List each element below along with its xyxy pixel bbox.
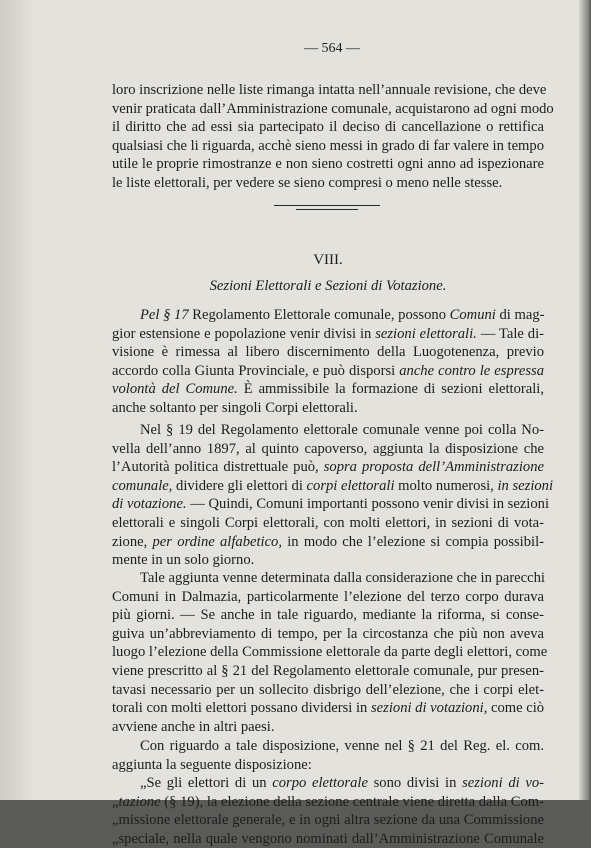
text-run: sezioni di vo-: [462, 775, 544, 791]
text-run: gior estensione e popolazione venir divisi in: [112, 325, 376, 342]
paragraph-1: [112, 306, 544, 418]
section-divider-rule: [274, 205, 380, 206]
text-run: di mag-: [495, 307, 545, 323]
text-run: Comuni: [449, 307, 496, 323]
text-run: „speciale, nella quale vengono nominati dall’Amministrazione Comunale: [112, 830, 544, 847]
text-run: corpi elettorali: [306, 477, 395, 494]
text-line: aggiunta la seguente disposizione:: [112, 756, 312, 773]
text-line: [112, 774, 544, 793]
text-line: [112, 380, 544, 399]
text-line: [112, 793, 544, 812]
text-line: il diritto che ad essi sia partecipato il deciso di cancellazione o rettifica: [112, 119, 544, 136]
text-run: per ordine alfabetico,: [152, 533, 282, 550]
text-run: È ammissibile la formazione di sezioni elettorali,: [237, 381, 544, 398]
text-run: di votazione.: [112, 496, 187, 513]
text-run: Regolamento Elettorale comunale, possono: [188, 307, 450, 323]
text-line: [112, 458, 544, 477]
text-run: (§ 19), la elezione della sezione centrale viene diretta dalla Com-: [160, 793, 544, 810]
text-line: Comuni in Dalmazia, particolarmente l’elezione del terzo corpo durava: [112, 588, 544, 605]
text-line: avviene anche in altri paesi.: [112, 718, 275, 735]
text-line: [112, 830, 544, 848]
text-run: visione è rimessa al libero discernimento della Luogotenenza, previo: [112, 344, 544, 361]
text-run: tazione: [118, 793, 161, 810]
text-line: [112, 495, 549, 514]
text-run: sezioni elettorali.: [375, 325, 477, 342]
text-line: [112, 811, 544, 830]
page-number: — 564 —: [304, 41, 360, 56]
text-run: — Quindi, Comuni importanti possono venir divisi in sezioni: [186, 496, 549, 513]
text-run: molto numerosi,: [394, 477, 498, 494]
text-line: [112, 514, 544, 533]
text-line: [112, 477, 554, 496]
text-line: luogo l’elezione della Commissione elettorale da parte degli elettori, come: [112, 644, 548, 661]
paragraph-4: [112, 737, 544, 774]
text-run: sopra proposta dell’Amministrazione: [323, 459, 544, 476]
text-line: guiva un’abbreviamento di tempo, per la circostanza che più non aveva: [112, 625, 544, 642]
text-line: qualsiasi che li riguarda, acchè sieno messi in grado di far valere in tempo: [112, 137, 544, 154]
text-run: comunale,: [112, 477, 173, 494]
text-run: sezioni di votazioni,: [371, 700, 488, 717]
text-run: in sezioni: [497, 477, 554, 494]
text-run: volontà del Comune.: [112, 381, 238, 398]
text-line: [112, 399, 544, 418]
text-line: più giorni. — Se anche in tale riguardo, mediante la riforma, si conse-: [112, 607, 544, 624]
text-line: viene prescritto al § 21 del Regolamento elettorale comunale, pur presen-: [112, 662, 544, 679]
text-run: elettorali e singoli Corpi elettorali, con molti elettori, in sezioni di vota-: [112, 514, 544, 531]
text-line: tavasi necessario per un sollecito disbrigo dell’elezione, che i corpi elet-: [112, 681, 544, 698]
text-line: [112, 699, 544, 718]
text-run: Pel § 17: [140, 307, 189, 323]
text-run: sono divisi in: [367, 775, 463, 791]
section-divider-rule: [296, 209, 358, 210]
paragraph-3: [112, 569, 548, 736]
text-line: loro inscrizione nelle liste rimanga intatta nell’annuale revisione, che deve: [112, 82, 547, 98]
text-run: „Se gli elettori di un: [140, 775, 273, 791]
text-run: „missione elettorale generale, e in ogni altra sezione da una Commissione: [112, 812, 544, 829]
text-run: mente in un solo giorno.: [112, 552, 255, 569]
paragraph-5: [112, 774, 544, 848]
section-number: VIII.: [313, 252, 343, 268]
text-run: „: [112, 793, 119, 810]
text-run: corpo elettorale: [272, 775, 368, 791]
text-run: l’Autorità politica distrettuale può,: [112, 459, 324, 476]
text-line: Con riguardo a tale disposizione, venne nel § 21 del Reg. el. com.: [140, 738, 544, 754]
text-run: torali con molti elettori possano dividersi in: [112, 700, 371, 717]
text-run: anche soltanto per singoli Corpi elettorali.: [112, 399, 358, 416]
text-run: zione,: [112, 533, 153, 550]
text-line: [112, 551, 544, 570]
paragraph-2: [112, 421, 554, 570]
page-binding-shadow: [0, 0, 34, 800]
text-run: — Tale di-: [476, 325, 544, 342]
text-run: anche contro le espressa: [399, 362, 545, 379]
text-line: utile le proprie rimostranze e non sieno costretti ogni anno ad ispezionare: [112, 156, 544, 173]
text-run: Nel § 19 del Regolamento elettorale comunale venne poi colla No-: [140, 422, 544, 438]
text-run: vella dell’anno 1897, al quinto capoverso, aggiunta la disposizione che: [112, 440, 544, 457]
top-paragraph: [112, 81, 554, 193]
text-line: le liste elettorali, per vedere se sieno compresi o meno nelle stesse.: [112, 174, 503, 191]
text-run: accordo colla Giunta Provinciale, e può disporsi: [112, 362, 400, 379]
text-line: [112, 421, 544, 440]
text-run: in modo che l’elezione si compia possibil-: [282, 533, 544, 550]
text-run: dividere gli elettori di: [172, 477, 307, 494]
section-title: Sezioni Elettorali e Sezioni di Votazione.: [209, 278, 447, 294]
text-run: come ciò: [487, 700, 545, 717]
text-line: [112, 440, 544, 459]
text-line: Tale aggiunta venne determinata dalla considerazione che in parecchi: [140, 570, 545, 586]
text-line: [112, 343, 544, 362]
text-line: venir praticata dall’Amministrazione comunale, acquistarono ad ogni modo: [112, 100, 554, 117]
text-line: [112, 325, 544, 344]
page-edge-shadow: [579, 0, 591, 800]
text-line: [112, 533, 544, 552]
text-line: [112, 306, 544, 325]
text-line: [112, 362, 544, 381]
